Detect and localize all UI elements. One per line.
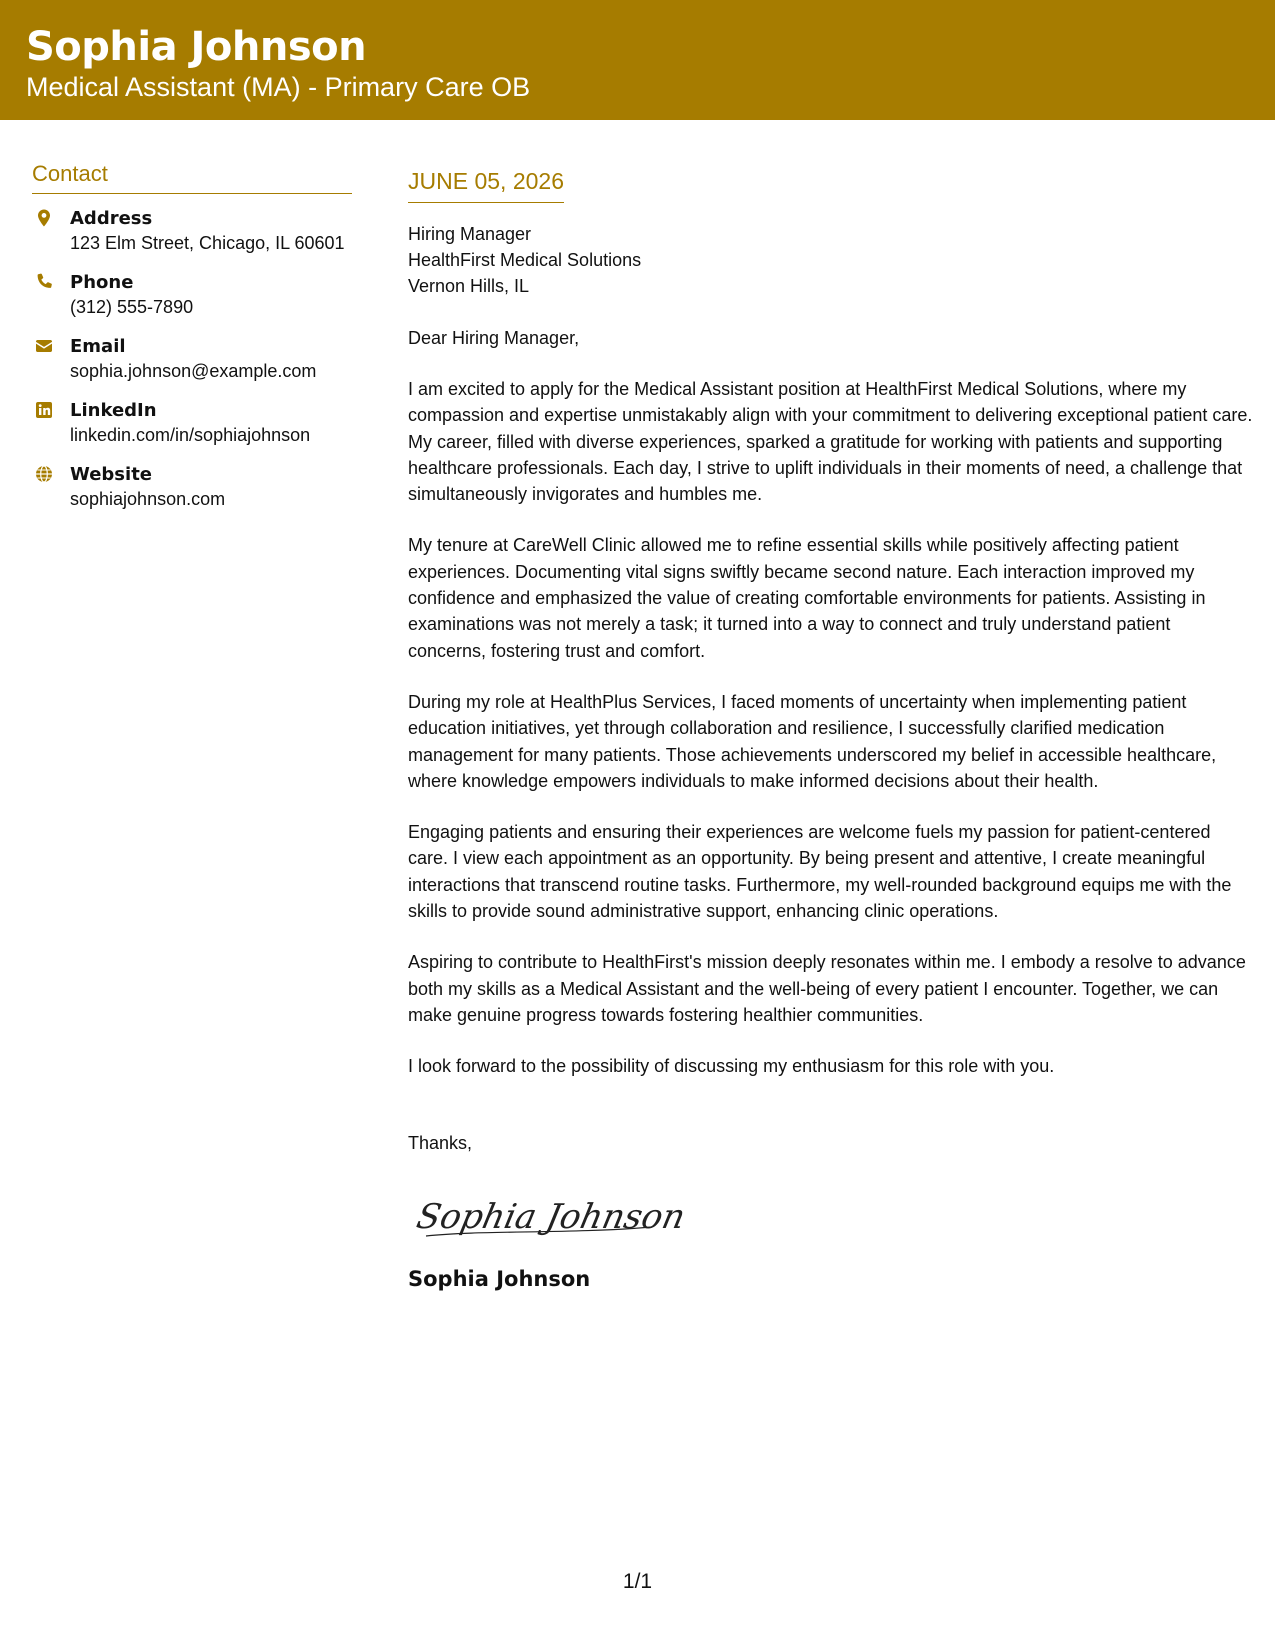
contact-list — [32, 206, 352, 512]
letter-paragraph: I am excited to apply for the Medical Assistant position at HealthFirst Medical Solutions, where my compassion and expertise unmistakably align with your commitment to delivering exceptional patient care. My career, filled with diverse experiences, sparked a gratitude for working with patients and supporting healthcare professionals. Each day, I strive to uplift individuals in their moments of need, a challenge that simultaneously invigorates and humbles me. — [408, 379, 1253, 505]
letter-paragraph: During my role at HealthPlus Services, I faced moments of uncertainty when implementing patient education initiatives, yet through collaboration and resilience, I successfully clarified medication management for many patients. Those achievements underscored my belief in accessible healthcare, where knowledge empowers individuals to make informed decisions about their health. — [408, 691, 1217, 791]
recipient-company: HealthFirst Medical Solutions — [408, 250, 642, 270]
job-title: Medical Assistant (MA) - Primary Care OB — [26, 72, 531, 102]
signer-name: Sophia Johnson — [408, 1266, 591, 1291]
phone-icon — [34, 272, 54, 292]
contact-label: Email — [70, 336, 126, 357]
recipient-name: Hiring Manager — [408, 224, 532, 244]
page-number: 1/1 — [622, 1570, 653, 1593]
contact-label: LinkedIn — [70, 400, 157, 421]
website-value: sophiajohnson.com — [70, 489, 226, 509]
contact-item-linkedin — [32, 398, 352, 448]
letter-body — [408, 166, 1253, 1293]
contact-item-address — [32, 206, 352, 256]
signature-image — [413, 1186, 689, 1246]
contact-label: Website — [70, 464, 153, 485]
globe-icon — [34, 464, 54, 484]
contact-label: Phone — [70, 272, 134, 293]
contact-heading: Contact — [32, 160, 352, 194]
letter-paragraph: Engaging patients and ensuring their experiences are welcome fuels my passion for patient-centered care. I view each appointment as an opportunity. By being present and attentive, I create meaningful interactions that transcend routine tasks. Furthermore, my well-rounded background equips me with the skills to provide sound administrative support, enhancing clinic operations. — [408, 822, 1232, 922]
letter-date: JUNE 05, 2026 — [408, 166, 564, 203]
contact-item-website — [32, 462, 352, 512]
map-pin-icon — [34, 208, 54, 228]
closing: Thanks, — [408, 1132, 473, 1153]
contact-item-phone — [32, 270, 352, 320]
header-banner — [0, 0, 1275, 120]
email-value: sophia.johnson@example.com — [70, 361, 317, 381]
phone-value: (312) 555-7890 — [70, 297, 194, 317]
envelope-icon — [34, 336, 54, 356]
letter-paragraph: Aspiring to contribute to HealthFirst's mission deeply resonates within me. I embody a resolve to advance both my skills as a Medical Assistant and the well-being of every patient I encounter. Together, we can make genuine progress towards fostering healthier communities. — [408, 952, 1246, 1025]
letter-paragraph: I look forward to the possibility of discussing my enthusiasm for this role with you. — [408, 1056, 1055, 1077]
linkedin-icon — [34, 400, 54, 420]
linkedin-value: linkedin.com/in/sophiajohnson — [70, 425, 311, 445]
salutation: Dear Hiring Manager, — [408, 328, 580, 348]
applicant-name: Sophia Johnson — [26, 24, 367, 70]
contact-label: Address — [70, 208, 153, 229]
address-value: 123 Elm Street, Chicago, IL 60601 — [70, 233, 345, 253]
contact-item-email — [32, 334, 352, 384]
recipient-block — [408, 221, 1253, 299]
recipient-location: Vernon Hills, IL — [408, 276, 530, 296]
contact-sidebar — [32, 160, 352, 526]
signature-text: Sophia Johnson — [413, 1196, 689, 1237]
letter-paragraph: My tenure at CareWell Clinic allowed me to refine essential skills while positively affecting patient experiences. Documenting vital signs swiftly became second nature. Each interaction improved my confidence and emphasized the value of creating comfortable environments for patients. Assisting in examinations was not merely a task; it turned into a way to connect and truly understand patient concerns, fostering trust and comfort. — [408, 535, 1206, 661]
